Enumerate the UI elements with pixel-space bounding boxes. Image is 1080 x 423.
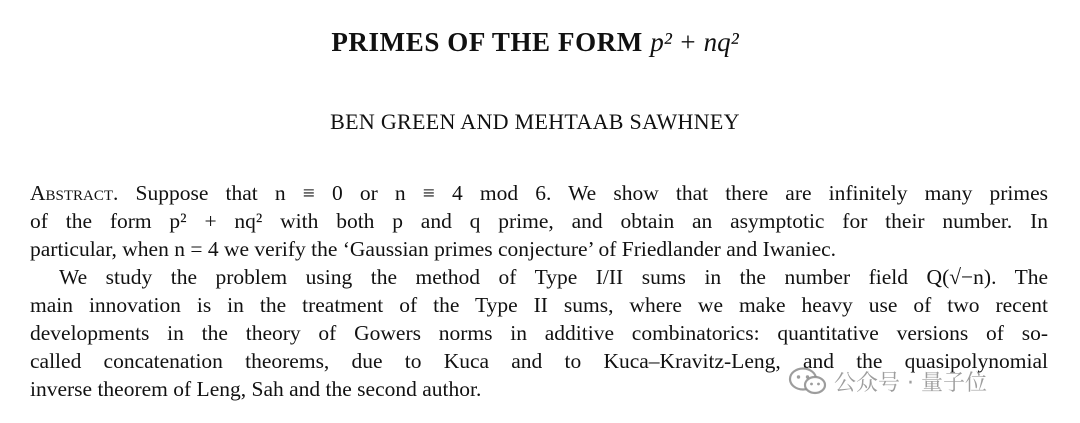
abstract-line-1-text: Suppose that n ≡ 0 or n ≡ 4 mod 6. We show that there are infinitely many primes bbox=[135, 181, 1048, 205]
abstract bbox=[30, 179, 1048, 263]
paragraph2-line-1: We study the problem using the method of Type I/II sums in the number field Q(√−n). The bbox=[59, 265, 1048, 289]
paragraph2-line-3: developments in the theory of Gowers norms in additive combinatorics: quantitative versions of so- bbox=[30, 321, 1048, 345]
paper-title bbox=[0, 27, 1070, 58]
paper-title-text: PRIMES OF THE FORM bbox=[331, 27, 643, 57]
watermark bbox=[788, 364, 987, 398]
paper-authors: BEN GREEN AND MEHTAAB SAWHNEY bbox=[330, 109, 740, 134]
abstract-label: Abstract. bbox=[30, 181, 119, 205]
abstract-line-1 bbox=[30, 179, 1048, 207]
paper-title-math: p² + nq² bbox=[650, 27, 739, 57]
wechat-icon bbox=[788, 366, 828, 396]
abstract-line-2: of the form p² + nq² with both p and q prime, and obtain an asymptotic for their number. In bbox=[30, 209, 1048, 233]
abstract-line-3: particular, when n = 4 we verify the ‘Gaussian primes conjecture’ of Friedlander and Iwaniec. bbox=[30, 237, 837, 261]
watermark-text: 公众号 · 量子位 bbox=[834, 370, 987, 396]
paragraph2-line-4: called concatenation theorems, due to Kuca and to Kuca–Kravitz-Leng, and the quasipolynomial bbox=[30, 349, 1048, 373]
paragraph2-line-2: main innovation is in the treatment of the Type II sums, where we make heavy use of two recent bbox=[30, 293, 1048, 317]
paragraph2-line-5: inverse theorem of Leng, Sah and the second author. bbox=[30, 377, 482, 401]
